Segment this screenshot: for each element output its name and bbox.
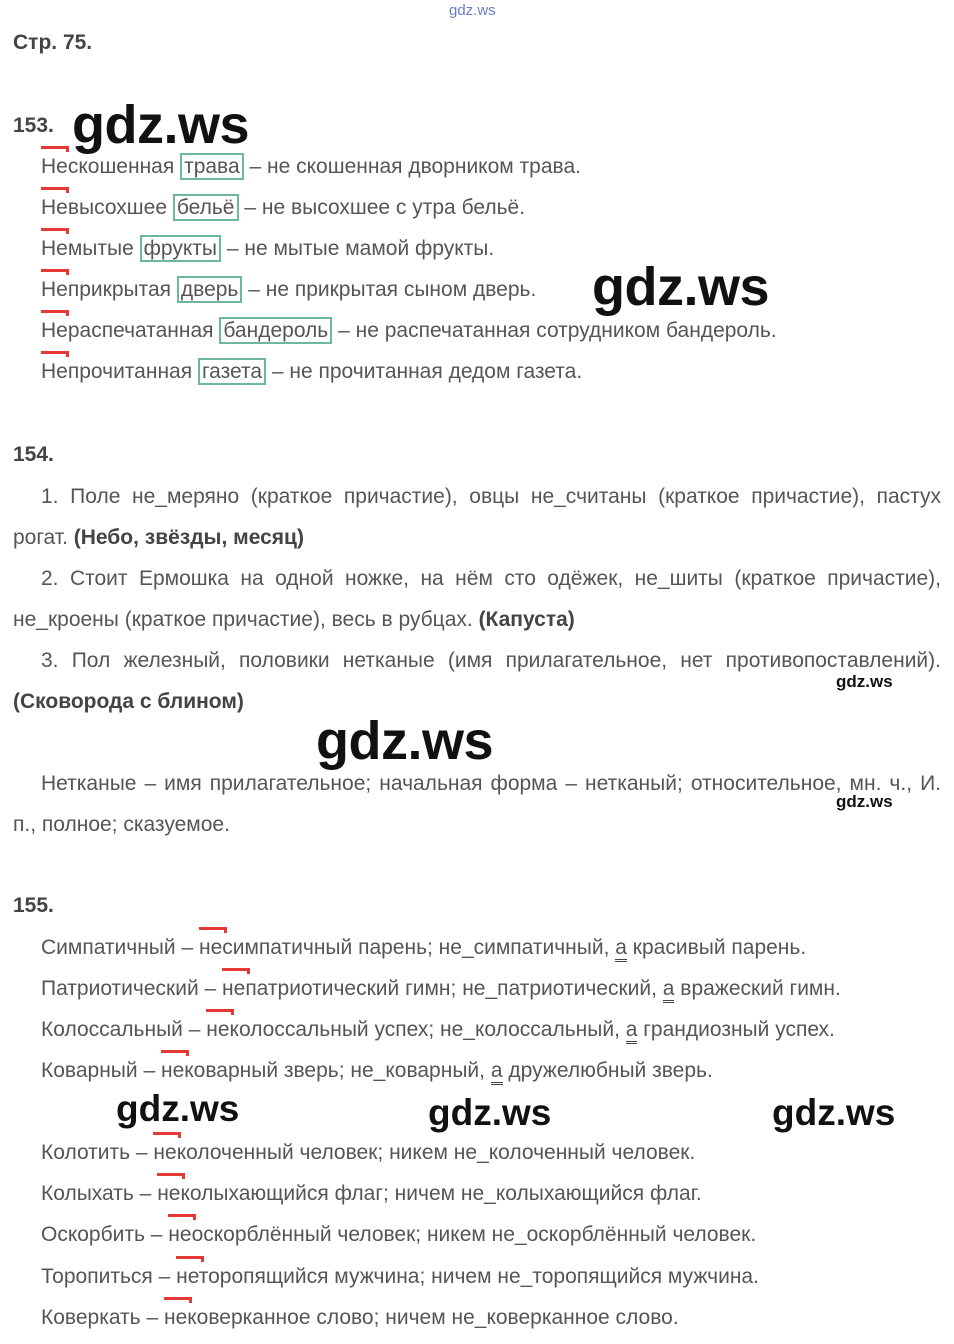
row-tail: – не распечатанная сотрудником бандероль. [332,319,777,342]
participle-stem: мытые [67,237,134,260]
prefix-mark-icon [41,269,69,275]
row-tail: грандиозный успех. [637,1018,835,1041]
riddle-2 [13,558,941,640]
prefix-ne [161,1059,184,1082]
prefix-mark-icon [164,1297,192,1303]
prefix-mark-icon [41,310,69,316]
prefix-ne [168,1223,191,1246]
prefix-ne [41,360,68,383]
row-tail: красивый парень. [626,936,807,959]
watermark: gdz.ws [72,95,250,155]
prefix-ne [176,1265,199,1288]
row-tail: – не высохшее с утра бельё. [238,196,526,219]
boxed-noun: бельё [173,194,239,221]
antonym-row [41,1018,835,1042]
base-word: Оскорбить – [41,1223,169,1246]
watermark: gdz.ws [592,257,770,317]
prefix-ne [41,237,68,260]
conjunction: а [663,977,675,1003]
prefix-text: Не [41,196,68,219]
row-rest: колоссальный успех; не_колоссальный, [229,1018,626,1041]
row-rest: патриотический гимн; не_патриотический, [245,977,663,1000]
conjunction: а [615,936,627,962]
prefix-text: Не [41,360,68,383]
prefix-ne [199,936,222,959]
participle-row [41,1182,702,1206]
prefix-text: Не [41,278,68,301]
participle-row [41,196,525,220]
prefix-text: Не [41,237,68,260]
prefix-ne [164,1306,187,1329]
participle-row [41,1223,756,1247]
exercise-number-155: 155. [13,894,54,917]
prefix-ne [41,319,68,342]
prefix-ne [222,977,245,1000]
row-tail: – не мытые мамой фрукты. [221,237,495,260]
prefix-mark-icon [41,228,69,234]
riddle-1-text: 1. Поле не_меряно (краткое причастие), овцы не_считаны (краткое причастие), пастух рогат. [13,485,941,549]
participle-stem: прикрытая [67,278,172,301]
prefix-text: не [198,936,223,959]
exercise-number-154: 154. [13,443,54,466]
antonym-row [41,1059,713,1083]
row-rest: коверканное слово; ничем не_коверканное слово. [187,1306,679,1329]
site-mark: gdz.ws [449,2,496,19]
participle-row [41,1306,679,1330]
prefix-ne [41,155,68,178]
prefix-text: не [176,1265,199,1288]
row-tail: – не скошенная дворником трава. [243,155,581,178]
watermark: gdz.ws [316,711,494,771]
antonym-row [41,977,841,1001]
row-rest: торопящийся мужчина; ничем не_торопящийся мужчина. [198,1265,759,1288]
prefix-mark-icon [176,1256,204,1262]
base-word: Колыхать – [41,1182,158,1205]
prefix-mark-icon [206,1009,234,1015]
base-word: Коверкать – [41,1306,164,1329]
base-word: Патриотический – [41,977,223,1000]
prefix-ne [153,1141,176,1164]
participle-row [41,360,582,384]
riddle-3-text: 3. Пол железный, половики нетканые (имя прилагательное, нет противопоставлений). [41,649,941,672]
row-rest: оскорблённый человек; никем не_оскорблённый человек. [191,1223,757,1246]
prefix-mark-icon [199,927,227,933]
row-rest: коварный зверь; не_коварный, [184,1059,491,1082]
prefix-text: не [222,977,246,1000]
prefix-text: не [163,1306,188,1329]
watermark: gdz.ws [772,1092,896,1133]
antonym-row [41,936,806,960]
watermark: gdz.ws [116,1088,240,1129]
base-word: Колотить – [41,1141,154,1164]
base-word: Симпатичный – [41,936,199,959]
prefix-mark-icon [168,1214,196,1220]
watermark: gdz.ws [836,672,893,691]
riddle-1 [13,476,941,558]
prefix-mark-icon [222,968,250,974]
conjunction: а [491,1059,503,1085]
riddle-2-answer: (Капуста) [478,608,575,631]
base-word: Колоссальный – [41,1018,207,1041]
boxed-noun: бандероль [219,317,332,344]
participle-stem: высохшее [67,196,167,219]
prefix-mark-icon [161,1050,189,1056]
row-tail: – не прикрытая сыном дверь. [242,278,537,301]
exercise-number-153: 153. [13,114,54,137]
prefix-mark-icon [41,146,69,152]
base-word: Коварный – [41,1059,161,1082]
prefix-mark-icon [157,1173,185,1179]
riddle-1-answer: (Небо, звёзды, месяц) [73,526,304,549]
prefix-ne [41,196,68,219]
row-tail: – не прочитанная дедом газета. [266,360,583,383]
riddle-2-text: 2. Стоит Ермошка на одной ножке, на нём сто одёжек, не_шиты (краткое причастие), не_кроены (краткое причастие), весь в рубцах. [13,567,941,631]
prefix-text: Не [41,155,68,178]
row-rest: симпатичный парень; не_симпатичный, [222,936,616,959]
boxed-noun: дверь [177,276,242,303]
row-rest: колыхающийся флаг; ничем не_колыхающийся флаг. [180,1182,702,1205]
participle-row [41,278,536,302]
boxed-noun: фрукты [140,235,221,262]
prefix-text: не [153,1141,177,1164]
prefix-mark-icon [153,1132,181,1138]
boxed-noun: газета [198,358,266,385]
row-tail: вражеский гимн. [674,977,841,1000]
prefix-text: не [168,1223,192,1246]
row-tail: дружелюбный зверь. [502,1059,713,1082]
prefix-mark-icon [41,351,69,357]
participle-row [41,1265,759,1289]
prefix-mark-icon [41,187,69,193]
conjunction: а [626,1018,638,1044]
row-rest: колоченный человек; никем не_колоченный человек. [176,1141,696,1164]
page-label: Стр. 75. [13,31,93,54]
watermark: gdz.ws [428,1092,552,1133]
participle-row [41,155,581,179]
prefix-text: не [160,1059,185,1082]
participle-stem: прочитанная [67,360,193,383]
prefix-ne [157,1182,180,1205]
participle-stem: распечатанная [67,319,214,342]
analysis-paragraph: Нетканые – имя прилагательное; начальная форма – нетканый; относительное, мн. ч., И. п., полное; сказуемое. [13,772,941,836]
prefix-ne [41,278,68,301]
prefix-text: не [206,1018,230,1041]
base-word: Торопиться – [41,1265,177,1288]
participle-row [41,319,777,343]
riddle-3-answer: (Сковорода с блином) [13,690,244,713]
boxed-noun: трава [180,153,244,180]
participle-stem: скошенная [67,155,175,178]
participle-row [41,1141,695,1165]
prefix-ne [206,1018,229,1041]
participle-row [41,237,494,261]
watermark: gdz.ws [836,792,893,811]
prefix-text: Не [41,319,68,342]
prefix-text: не [157,1182,181,1205]
